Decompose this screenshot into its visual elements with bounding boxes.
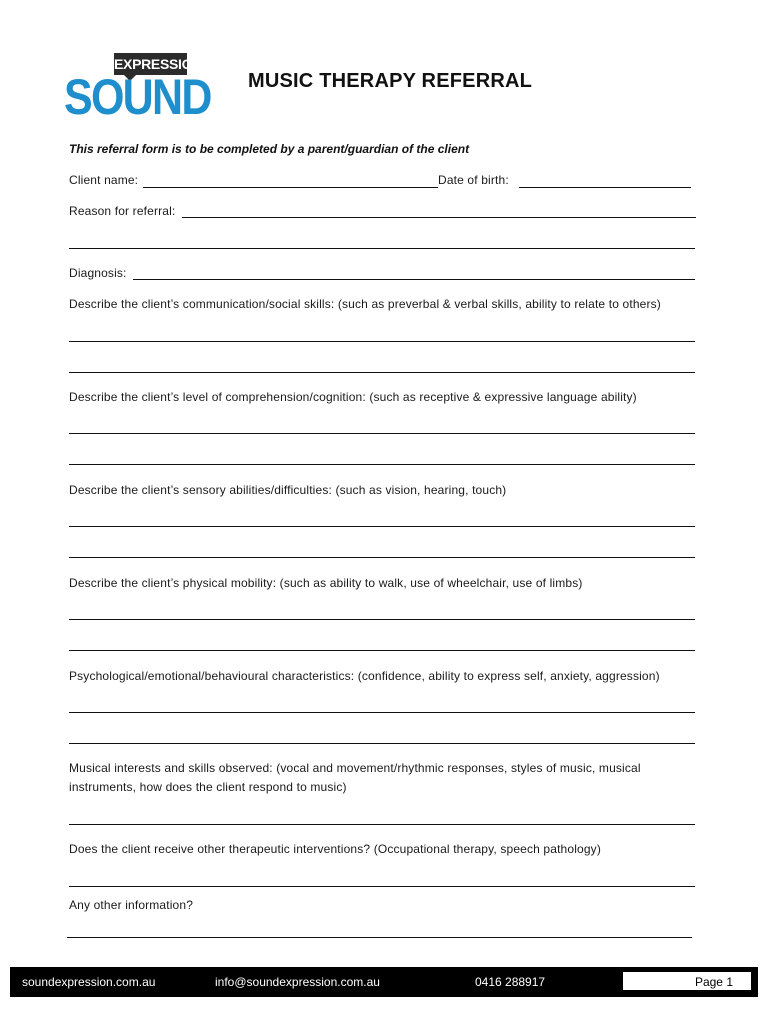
communication-field-line-1[interactable] xyxy=(69,341,695,342)
communication-label: Describe the client’s communication/social skills: (such as preverbal & verbal skills, ability to relate to others) xyxy=(69,297,661,311)
psychological-field-line-1[interactable] xyxy=(69,712,695,713)
communication-field-line-2[interactable] xyxy=(69,372,695,373)
musical-field[interactable] xyxy=(69,824,695,825)
footer-email[interactable]: info@soundexpression.com.au xyxy=(215,975,380,989)
sensory-field-line-1[interactable] xyxy=(69,526,695,527)
page-title: MUSIC THERAPY REFERRAL xyxy=(248,70,533,92)
interventions-field[interactable] xyxy=(69,886,695,887)
reason-label: Reason for referral: xyxy=(69,204,176,218)
logo-sound-wordmark: SOUND xyxy=(64,69,211,125)
diagnosis-field[interactable] xyxy=(133,279,695,280)
sensory-field-line-2[interactable] xyxy=(69,557,695,558)
comprehension-label: Describe the client’s level of comprehension/cognition: (such as receptive & expressive language ability) xyxy=(69,390,637,404)
footer-phone: 0416 288917 xyxy=(475,975,546,989)
physical-field-line-1[interactable] xyxy=(69,619,695,620)
logo-expression-banner: EXPRESSION xyxy=(114,53,187,75)
musical-label-line-2: instruments, how does the client respond to music) xyxy=(69,780,347,794)
other-info-label: Any other information? xyxy=(69,898,194,912)
physical-field-line-2[interactable] xyxy=(69,650,695,651)
physical-label: Describe the client’s physical mobility: (such as ability to walk, use of wheelchair, use of limbs) xyxy=(69,576,583,590)
client-name-label: Client name: xyxy=(69,173,139,187)
interventions-label: Does the client receive other therapeutic interventions? (Occupational therapy, speech pathology) xyxy=(69,842,601,856)
date-of-birth-label: Date of birth: xyxy=(438,173,509,187)
intro-instructions: This referral form is to be completed by a parent/guardian of the client xyxy=(69,142,470,156)
reason-field-line-1[interactable] xyxy=(182,217,696,218)
footer-bar xyxy=(10,967,758,997)
psychological-label: Psychological/emotional/behavioural characteristics: (confidence, ability to express self, anxiety, aggression) xyxy=(69,669,660,683)
footer-website[interactable]: soundexpression.com.au xyxy=(22,975,156,989)
musical-label-line-1: Musical interests and skills observed: (vocal and movement/rhythmic responses, styles of music, musical xyxy=(69,761,641,775)
client-name-field[interactable] xyxy=(143,187,438,188)
comprehension-field-line-1[interactable] xyxy=(69,433,695,434)
reason-field-line-2[interactable] xyxy=(69,248,695,249)
comprehension-field-line-2[interactable] xyxy=(69,464,695,465)
psychological-field-line-2[interactable] xyxy=(69,743,695,744)
sensory-label: Describe the client’s sensory abilities/difficulties: (such as vision, hearing, touch) xyxy=(69,483,507,497)
other-info-field[interactable] xyxy=(67,937,692,938)
footer-page-number: Page 1 xyxy=(622,971,752,991)
date-of-birth-field[interactable] xyxy=(519,187,691,188)
diagnosis-label: Diagnosis: xyxy=(69,266,127,280)
